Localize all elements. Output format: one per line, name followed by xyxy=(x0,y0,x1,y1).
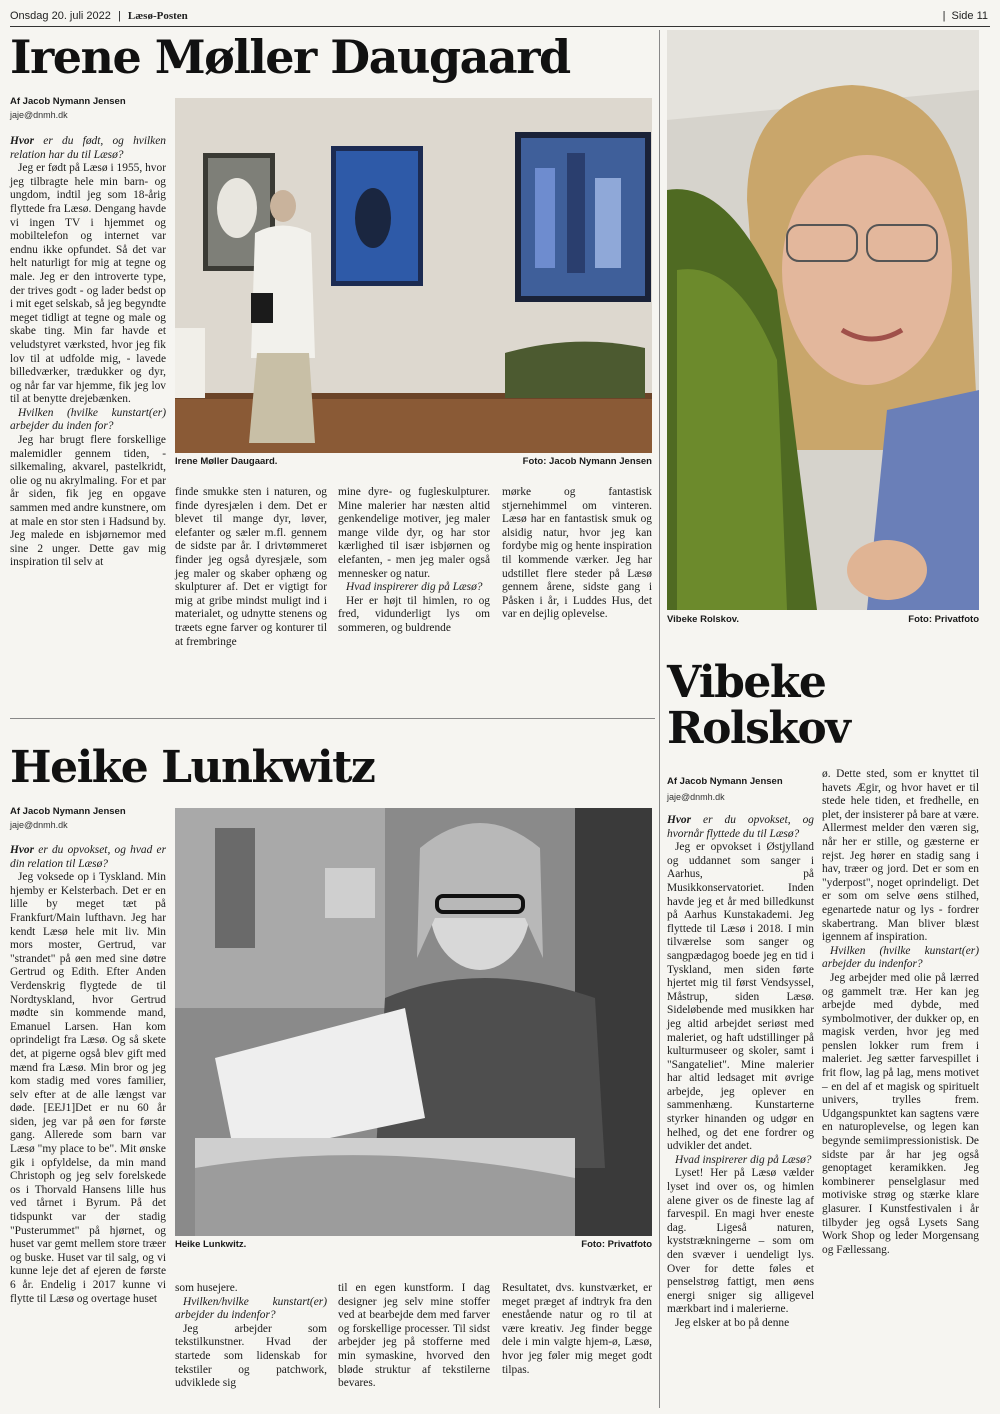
article3-paragraph-1: Jeg er opvokset i Østjylland og uddannet som sanger i Aarhus, på Musikkonservatoriet. Inden havde jeg et år med billedkunst på Aarhus Kunstakademi. Jeg flyttede til Læsø i 2018. I min tilværelse som sanger og sangpædagog boede jeg en tid i Tyskland, men siden førte hjertet mig til først Vendsyssel, Måstrup, siden Læsø. Sideløbende med musikken har jeg altid arbejdet seriøst med maleriet, og haft udstillinger på kulturmuseer og skoler, samt i "Sangateliet". Mine malerier har altid ledsaget mit øvrige arbejde, jeg oplever en sammenhæng. Kunstarterne styrker hinanden og udgør en helhed, og det ene fordrer og udvikler det andet. xyxy=(667,841,814,1153)
article1-column-2 xyxy=(175,486,327,649)
article3-email: jaje@dnmh.dk xyxy=(667,792,725,802)
article3-paragraph-2: Lyset! Her på Læsø vælder lyset ind over os, og himlen alene giver os de fineste lag af farvespil. En magi hver eneste dag. Ligeså naturen, kyststrækningerne – som om den svæver i uendeligt lys. Over for dette føles et penselstrøg fattigt, men øens energi sniger sig alligevel mærkbart ind i malerierne. xyxy=(667,1167,814,1316)
portrait-photo-illustration xyxy=(667,30,979,610)
sewing-photo-illustration xyxy=(175,808,652,1236)
article1-caption: Irene Møller Daugaard. xyxy=(175,456,278,467)
article2-column-3 xyxy=(338,1282,490,1391)
article3-column-1 xyxy=(667,814,814,1331)
article2-paragraph-2: som husejere. xyxy=(175,1282,238,1294)
article1-paragraph-6: mørke og fantastisk stjernehimmel om vinteren. Læsø har en fantastisk smuk og alsidig natur, hvor jeg kan fordybe mig og hente inspiration til kommende værker. Jeg har udstillet flere steder på Læsø gennem årene, sidste gang i Påsken i år, i Luddes Hus, det var en dejlig oplevelse. xyxy=(502,486,652,621)
article3-photo-credit: Foto: Privatfoto xyxy=(908,614,979,625)
column-divider xyxy=(659,30,660,1408)
article1-paragraph-3: finde smukke sten i naturen, og finde dyresjælen i dem. Det er blevet til mange dyr, løver, elefanter og sæler m.fl. gennem de sidste par år. I drivtømmeret finder jeg også dyresjæle, som jeg maler og skaber ophæng og skulpturer af. Det er vigtigt for mig at gribe mindst muligt ind i materialet, og udnytte stenens og træets egne farver og konturer til at frembringe xyxy=(175,486,327,648)
article-divider xyxy=(10,718,655,719)
article2-photo-credit: Foto: Privatfoto xyxy=(581,1239,652,1250)
article1-question-2: Hvilken (hvilke kunstart(er) arbejder du inden for? xyxy=(10,406,166,433)
article2-paragraph-5: Resultatet, dvs. kunstværket, er meget præget af indtryk fra den enestående natur og ro til at være kreativ. Jeg finder begge dele i min valgte hjem-ø, Læsø, hvor jeg føler mig meget godt tilpas. xyxy=(502,1282,652,1376)
article1-paragraph-4: mine dyre- og fugleskulpturer. Mine malerier har næsten altid genkendelige motiver, jeg maler mange vilde dyr, og har stor kærlighed til især isbjørnen og elefanten, - men jeg maler også mennesker og natur. xyxy=(338,486,490,580)
article2-column-2 xyxy=(175,1282,327,1391)
header-rule xyxy=(10,26,990,27)
article3-paragraph-5: Jeg arbejder med olie på lærred og gammelt træ. Her kan jeg arbejde med dybde, med symbolmotiver, der dukker op, en magisk verden, hvor jeg med penslen lokker rum frem i maleriet. Jeg sætter farvespillet i frit flow, lag på lag, mens motivet – en del af et magisk og spirituelt univers, trylles frem. Udgangspunktet kan sagtens være en naturoplevelse, og legen kan begynde semiimpressionistisk. De sidste par år har jeg også genoptaget keramikken. Jeg kombinerer penselglasur med motiviske strøg og stærke klare glasurer. I Kunstfestivalen i år tilbyder jeg også Lysets Sang Work Shop og leder Morgensang og Fællessang. xyxy=(822,971,979,1256)
article1-column-3 xyxy=(338,486,490,636)
article3-title-line-1: Vibeke xyxy=(667,657,826,708)
issue-date: Onsdag 20. juli 2022 xyxy=(10,10,111,22)
article1-title: Irene Møller Daugaard xyxy=(10,30,570,84)
article3-title xyxy=(667,657,850,754)
article1-question-1: Hvor er du født, og hvilken relation har du til Læsø? xyxy=(10,135,166,161)
article3-column-2 xyxy=(822,768,979,1257)
article1-email: jaje@dnmh.dk xyxy=(10,110,68,120)
article1-photo-credit: Foto: Jacob Nymann Jensen xyxy=(522,456,652,467)
article3-byline: Af Jacob Nymann Jensen xyxy=(667,776,783,787)
article2-question-2: Hvilken/hvilke kunstart(er) arbejder du indenfor? xyxy=(175,1295,327,1322)
article2-paragraph-4: til en egen kunstform. I dag designer jeg selv mine stoffer ved at bearbejde dem med farver og forskellige processer. Til sidst arbejder jeg på stofferne med min symaskine, hvorved den bløde struktur af tekstilerne bevares. xyxy=(338,1282,490,1390)
article3-caption: Vibeke Rolskov. xyxy=(667,614,739,625)
article3-question-2: Hvad inspirerer dig på Læsø? xyxy=(675,1153,812,1166)
sewing-photo xyxy=(175,808,652,1236)
article2-email: jaje@dnmh.dk xyxy=(10,820,68,830)
gallery-photo xyxy=(175,98,652,453)
page-number-wrap: | Side 11 xyxy=(942,10,988,22)
article2-column-1 xyxy=(10,844,166,1306)
article1-column-1 xyxy=(10,135,166,570)
article1-paragraph-5: Her er højt til himlen, ro og fred, vidunderligt lys om sommeren, og buldrende xyxy=(338,594,490,634)
article2-paragraph-3: Jeg arbejder som tekstilkunstner. Hvad der startede som lidenskab for tekstiler og patchwork, udviklede sig xyxy=(175,1322,327,1390)
article2-title: Heike Lunkwitz xyxy=(10,742,375,793)
article3-question-3: Hvilken (hvilke kunstart(er) arbejder du indenfor? xyxy=(822,944,979,971)
article2-caption: Heike Lunkwitz. xyxy=(175,1239,247,1250)
gallery-photo-illustration xyxy=(175,98,652,453)
article3-title-line-2: Rolskov xyxy=(667,703,850,754)
page-header: Onsdag 20. juli 2022 | Læsø-Posten xyxy=(10,10,188,22)
article1-column-4 xyxy=(502,486,652,622)
article1-paragraph-2: Jeg har brugt flere forskellige malemidler gennem tiden, - silkemaling, akvarel, pastelkridt, olie og nu akrylmaling. For et par år siden, fik jeg en opgave sammen med andre kunstnere, om at male en stor sten i Hadsund by. Jeg malede en isbjørnemor med sine 2 unger. Dette gav mig inspiration til selv at xyxy=(10,434,166,569)
article2-question-1: Hvor er du opvokset, og hvad er din relation til Læsø? xyxy=(10,844,166,870)
article1-paragraph-1: Jeg er født på Læsø i 1955, hvor jeg tilbragte hele min barn- og ungdom, indtil jeg som 18-årig flyttede fra Læsø. Dengang havde vi ingen TV i hjemmet og mobiltelefon og internet var endnu ikke opfundet. Så det var helt naturligt for mig at tegne og male. Jeg er den introverte type, der trives godt - og lader bedst op i mit eget selskab, så jeg begyndte meget tidligt at tegne og male og skabe ting. Min far havde et veludstyret værksted, hvor jeg fik lov til at udfolde mig, - lavede billedværker, trædukker og dyr, og når far var hjemme, fik jeg lov til at benytte drejebænken. xyxy=(10,162,166,406)
article3-paragraph-3: Jeg elsker at bo på denne xyxy=(675,1316,790,1329)
portrait-photo xyxy=(667,30,979,610)
page-number: Side 11 xyxy=(951,10,988,22)
article3-paragraph-4: ø. Dette sted, som er knyttet til havets Ægir, og hvor havet er til stede hele tiden, et fredhelle, en plet, der insisterer på bare at være. Allermest melder den væren sig, når her er stille, og gæsterne er rejst. Jeg hører en stadig sang i hav, træer og jord. Det er som en "yderpost", noget oprindeligt. Det er som om selve øens stilhed, egenartede natur og lys - fordrer skabertrang. Man bliver blæst igennem af inspiration. xyxy=(822,768,979,944)
article1-question-3: Hvad inspirerer dig på Læsø? xyxy=(346,581,483,594)
article2-byline: Af Jacob Nymann Jensen xyxy=(10,806,126,817)
newspaper-name: Læsø-Posten xyxy=(127,10,188,22)
article1-byline: Af Jacob Nymann Jensen xyxy=(10,96,126,107)
article2-column-4 xyxy=(502,1282,652,1377)
article3-question-1: Hvor er du opvokset, og hvornår flyttede du til Læsø? xyxy=(667,814,814,840)
article2-paragraph-1: Jeg voksede op i Tyskland. Min hjemby er Kelsterbach. Det er en lille by meget tæt på Frankfurt/Main lufthavn. Jeg har kendt Læsø hele mit liv. Min mors moster, Gertrud, var "strandet" på øen med sine døtre Gertrud og Edith. Efter Anden Verdenskrig flygtede de til Nordtyskland, hvor Gertrud mødte sin kommende mand, Emanuel Larsen. Han kom oprindeligt fra Læsø. Og så skete det, at pigerne også blev gift med mænd fra Læsø. Min bror og jeg kom stadig med vores familier, selv efter at de alle længst var døde. [EEJ1]Det er nu 60 år siden, jeg var på øen for første gang. Allerede som barn var Læsø "my place to be". Mit ønske gik i opfyldelse, da min mand Christoph og jeg selv forelskede os i Thorvald Hansens lille hus ved tårnet i Byrum. På det tidspunkt var der stadig "Pusterummet" på hjørnet, og huset var gemt mellem store træer og buske. Huset var til salg, og vi kunne leje det af ejeren de første 6 år. Endelig i 2017 kunne vi flytte til Læsø og overtage huset xyxy=(10,871,166,1305)
